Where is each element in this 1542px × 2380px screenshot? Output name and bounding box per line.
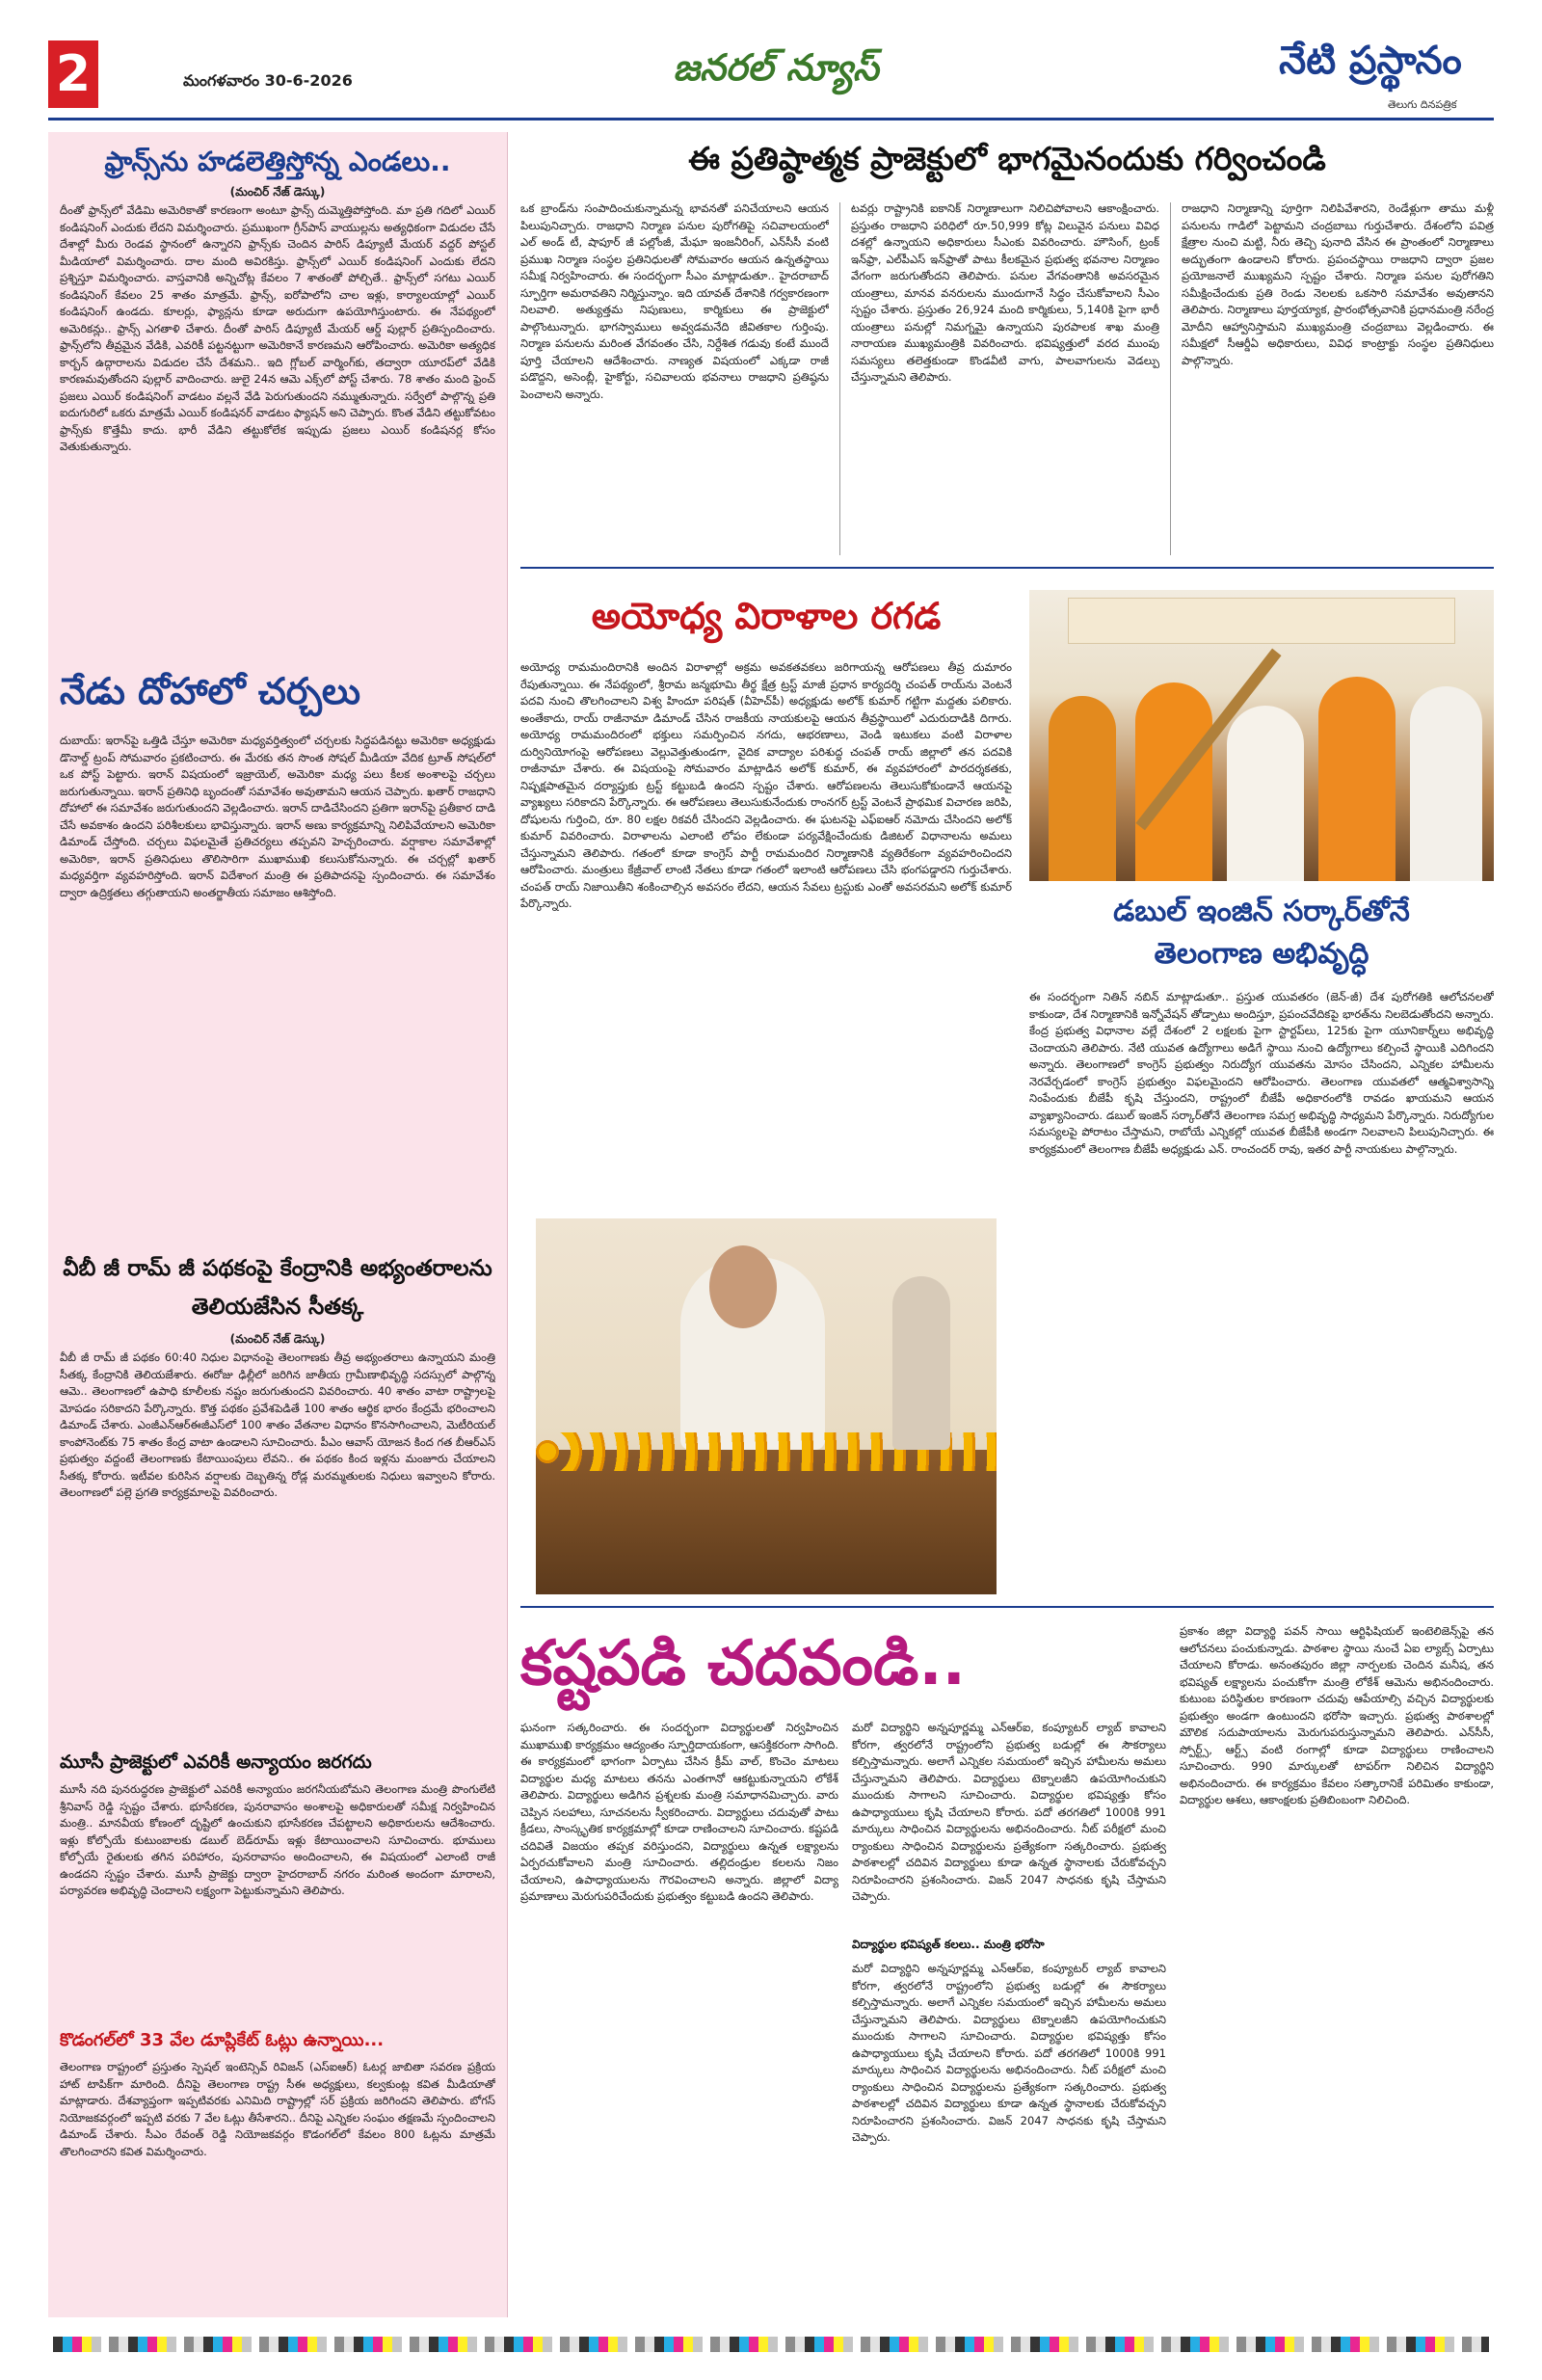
lead-column-2: టవర్లు రాష్ట్రానికి ఐకానిక్ నిర్మాణాలుగా నిలిచిపోవాలని ఆకాంక్షించారు. ప్రస్తుతం రాజధాని పరిధిలో రూ.50,999 కోట్ల విలువైన పనులు వివిధ దశల్లో ఉన్నాయని అధికారులు సీఎంకు వివరించారు. హౌసింగ్, ట్రంక్ ఇన్‌ఫ్రా, ఎల్‌పీఎస్ ఇన్‌ఫ్రాతో పాటు కీలకమైన ప్రభుత్వ భవనాల నిర్మాణం వేగంగా జరుగుతోందని తెలిపారు. పనుల వేగవంతానికి అవసరమైన యంత్రాలు, మానవ వనరులను ముందుగానే సిద్ధం చేసుకోవాలని సీఎం స్పష్టం చేశారు. ప్రస్తుతం 26,924 మంది కార్మికులు, 5,140కి పైగా భారీ యంత్రాలు పనుల్లో నిమగ్నమై ఉన్నాయని పురపాలక శాఖ మంత్రి నారాయణ ముఖ్యమంత్రికి వివరించారు. భవిష్యత్తులో వరద ముంపు సమస్యలు తలెత్తకుండా కొండవీటి వాగు, పాలవాగులను వెడల్పు చేస్తున్నామని తెలిపారు.: [851, 201, 1159, 384]
issue-date: మంగళవారం 30-6-2026: [183, 71, 353, 90]
article-body: ఘనంగా సత్కరించారు. ఈ సందర్భంగా విద్యార్థులతో నిర్వహించిన ముఖాముఖి కార్యక్రమం ఆద్యంతం స్ఫూర్తిదాయకంగా, ఆసక్తికరంగా సాగింది. ఈ కార్యక్రమంలో భాగంగా ఏర్పాటు చేసిన క్రీమ్ వాల్, కొంచెం మాటలు విద్యార్థుల మధ్య మాటలు తనను ఎంతగానో ఆకట్టుకున్నాయని లోకేశ్ తెలిపారు. విద్యార్థులు అడిగిన ప్రశ్నలకు మంత్రి సమాధానమిచ్చారు. వారు చెప్పిన సలహాలు, సూచనలను స్వీకరించారు. విద్యార్థులు చదువుతో పాటు క్రీడలు, సాంస్కృతిక కార్యక్రమాల్లో కూడా రాణించాలని సూచించారు. కష్టపడి చదివితే విజయం తప్పక వరిస్తుందని, విద్యార్థులు ఉన్నత లక్ష్యాలను ఏర్పరచుకోవాలని మంత్రి సూచించారు. తల్లిదండ్రుల కలలను నిజం చేయాలని, ఉపాధ్యాయులను గౌరవించాలని అన్నారు. జిల్లాలో విద్యా ప్రమాణాలు మెరుగుపరిచేందుకు ప్రభుత్వం కట్టుబడి ఉందని తెలిపారు.: [520, 1721, 838, 1903]
section-divider: [520, 567, 1494, 569]
lead-headline: ఈ ప్రతిష్ఠాత్మక ప్రాజెక్టులో భాగమైనందుకు గర్వించండి: [688, 140, 1326, 177]
rally-photo: [1029, 590, 1494, 881]
crowd-figure: [1049, 696, 1116, 881]
lead-column-3: రాజధాని నిర్మాణాన్ని పూర్తిగా నిలిపివేశారని, రెండేళ్లుగా తాము మళ్లీ పనులను గాడిలో పెట్టామని చంద్రబాబు గుర్తుచేశారు. దేశంలోని పవిత్ర క్షేత్రాల నుంచి మట్టి, నీరు తెచ్చి పునాది వేసిన ఈ ప్రాంతంలో నిర్మాణాలు అద్భుతంగా ఉండాలని కోరారు. ప్రపంచస్థాయి రాజధాని ద్వారా ప్రజల ప్రయోజనాలే ముఖ్యమని స్పష్టం చేశారు. నిర్మాణ పనుల పురోగతిని సమీక్షించేందుకు ప్రతి రెండు నెలలకు ఒకసారి సమావేశం అవుతానని తెలిపారు. నిర్మాణాలు పూర్తయ్యాక, ప్రారంభోత్సవానికి ప్రధానమంత్రి నరేంద్ర మోదీని ఆహ్వానిస్తామని ముఖ్యమంత్రి చంద్రబాబు వెల్లడించారు. ఈ సమీక్షలో సీఆర్డీఏ అధికారులు, వివిధ కాంట్రాక్టు సంస్థల ప్రతినిధులు పాల్గొన్నారు.: [1182, 201, 1494, 367]
article-body: మరో విద్యార్థిని అన్నపూర్ణమ్మ ఎన్ఆర్ఐ, కంప్యూటర్ ల్యాబ్ కావాలని కోరగా, త్వరలోనే రాష్ట్రంలోని ప్రభుత్వ బడుల్లో ఈ సౌకర్యాలు కల్పిస్తామన్నారు. అలాగే ఎన్నికల సమయంలో ఇచ్చిన హామీలను అమలు చేస్తున్నామని తెలిపారు. విద్యార్థులు టెక్నాలజీని ఉపయోగించుకుని ముందుకు సాగాలని సూచించారు. విద్యార్థుల భవిష్యత్తు కోసం ఉపాధ్యాయులు కృషి చేయాలని కోరారు. పదో తరగతిలో 1000కి 991 మార్కులు సాధించిన విద్యార్థులను అభినందించారు. నీట్ పరీక్షలో మంచి ర్యాంకులు సాధించిన విద్యార్థులను ప్రత్యేకంగా సత్కరించారు. ప్రభుత్వ పాఠశాలల్లో చదివిన విద్యార్థులు కూడా ఉన్నత స్థానాలకు చేరుకోవచ్చని నిరూపించారని ప్రశంసించారు. విజన్ 2047 సాధనకు కృషి చేస్తామని చెప్పారు.: [852, 1721, 1166, 1903]
article-title: కష్టపడి చదవండి..: [520, 1628, 966, 1699]
article-title: ఫ్రాన్స్‌ను హడలెత్తిస్తోన్న ఎండలు..: [104, 146, 451, 177]
crowd-figure: [1227, 706, 1304, 881]
podium: [536, 1450, 997, 1594]
article-body: మరో విద్యార్థిని అన్నపూర్ణమ్మ ఎన్ఆర్ఐ, కంప్యూటర్ ల్యాబ్ కావాలని కోరగా, త్వరలోనే రాష్ట్రంలోని ప్రభుత్వ బడుల్లో ఈ సౌకర్యాలు కల్పిస్తామన్నారు. అలాగే ఎన్నికల సమయంలో ఇచ్చిన హామీలను అమలు చేస్తున్నామని తెలిపారు. విద్యార్థులు టెక్నాలజీని ఉపయోగించుకుని ముందుకు సాగాలని సూచించారు. విద్యార్థుల భవిష్యత్తు కోసం ఉపాధ్యాయులు కృషి చేయాలని కోరారు. పదో తరగతిలో 1000కి 991 మార్కులు సాధించిన విద్యార్థులను అభినందించారు. నీట్ పరీక్షలో మంచి ర్యాంకులు సాధించిన విద్యార్థులను ప్రత్యేకంగా సత్కరించారు. ప్రభుత్వ పాఠశాలల్లో చదివిన విద్యార్థులు కూడా ఉన్నత స్థానాలకు చేరుకోవచ్చని నిరూపించారని ప్రశంసించారు. విజన్ 2047 సాధనకు కృషి చేస్తామని చెప్పారు.: [852, 1962, 1166, 2144]
lead-column-1: ఒక బ్రాండ్‌ను సంపాదించుకున్నామన్న భావనతో పనిచేయాలని ఆయన పిలుపునిచ్చారు. రాజధాని నిర్మాణ పనుల పురోగతిపై సచివాలయంలో ఎల్ అండ్ టీ, షాపూర్ జీ పల్లోంజీ, మేఘా ఇంజనీరింగ్, ఎన్‌సీసీ వంటి ప్రముఖ నిర్మాణ సంస్థల ప్రతినిధులతో సోమవారం ఆయన ఉన్నతస్థాయి సమీక్ష నిర్వహించారు. ఈ సందర్భంగా సీఎం మాట్లాడుతూ.. హైదరాబాద్ స్ఫూర్తిగా అమరావతిని నిర్మిస్తున్నాం. ఇది యావత్ దేశానికి గర్వకారణంగా నిలవాలి. అత్యుత్తమ నిపుణులు, కార్మికులు ఈ ప్రాజెక్టులో పాల్గొంటున్నారు. భాగస్వాములు అవ్వడమనేది జీవితకాల గుర్తింపు. నిర్మాణ పనులను మరింత వేగవంతం చేసి, నిర్దేశిత గడువు కంటే ముందే పూర్తి చేయాలని ఆదేశించారు. నాణ్యత విషయంలో ఎక్కడా రాజీ పడొద్దని, అసెంబ్లీ, హైకోర్టు, సచివాలయ భవనాలు రాజధాని ప్రతిష్ఠను పెంచాలని అన్నారు.: [520, 201, 829, 401]
article-body: మూసీ నది పునరుద్ధరణ ప్రాజెక్టులో ఎవరికీ అన్యాయం జరగనీయబోమని తెలంగాణ మంత్రి పొంగులేటి శ్రీనివాస్ రెడ్డి స్పష్టం చేశారు. భూసేకరణ, పునరావాసం అంశాలపై అధికారులతో సమీక్ష నిర్వహించిన మంత్రి.. మానవీయ కోణంలో దృష్టిలో ఉంచుకుని భూసేకరణ చేపట్టాలని అధికారులను ఆదేశించారు. ఇళ్లు కోల్పోయే కుటుంబాలకు డబుల్ బెడ్‌రూమ్ ఇళ్లు కేటాయించాలని సూచించారు. భూములు కోల్పోయే రైతులకు తగిన పరిహారం, పునరావాసం అందించాలని, ఈ విషయంలో ఎలాంటి రాజీ ఉండదని స్పష్టం చేశారు. మూసీ ప్రాజెక్టు ద్వారా హైదరాబాద్ నగరం మరింత అందంగా మారాలని, పర్యావరణ అభివృద్ధి చెందాలని లక్ష్యంగా పెట్టుకున్నామని తెలిపారు.: [60, 1782, 495, 1897]
article-byline: (మంచిర్ నేజ్ డెస్కు): [229, 185, 326, 199]
page-number: 2: [55, 45, 92, 103]
masthead-subtitle: తెలుగు దినపత్రిక: [1388, 98, 1457, 111]
masthead: నేటి ప్రస్థానం: [1279, 39, 1462, 83]
header-rule: [48, 118, 1494, 120]
article-title: నేడు దోహాలో చర్చలు: [60, 670, 360, 712]
article-title: వీబీ జీ రామ్ జీ పథకంపై కేంద్రానికి అభ్యంతరాలను తెలియజేసిన సీతక్క: [63, 1256, 492, 1320]
article-byline: (మంచిర్ నేజ్ డెస్కు): [229, 1332, 326, 1346]
article-body: ప్రకాశం జిల్లా విద్యార్థి పవన్ సాయి ఆర్టిఫిషియల్ ఇంటెలిజెన్స్‌పై తన ఆలోచనలు పంచుకున్నాడు. పాఠశాల స్థాయి నుంచే ఏఐ ల్యాబ్స్ ఏర్పాటు చేయాలని కోరాడు. అనంతపురం జిల్లా నార్పలకు చెందిన మనీష, తన భవిష్యత్ లక్ష్యాలను పంచుకోగా మంత్రి లోకేశ్ ఆమెను అభినందించారు. కుటుంబ పరిస్థితుల కారణంగా చదువు ఆపేయాల్సి వచ్చిన విద్యార్థులకు ప్రభుత్వం అండగా ఉంటుందని భరోసా ఇచ్చారు. ప్రభుత్వ పాఠశాలల్లో మౌలిక సదుపాయాలను మెరుగుపరుస్తున్నామని తెలిపారు. ఎన్‌సీసీ, స్పోర్ట్స్, ఆర్ట్స్ వంటి రంగాల్లో కూడా విద్యార్థులు రాణించాలని సూచించారు. 990 మార్కులతో టాపర్‌గా నిలిచిన విద్యార్థిని అభినందించారు. ఈ కార్యక్రమం కేవలం సత్కారానికే పరిమితం కాకుండా, విద్యార్థుల ఆశలు, ఆకాంక్షలకు ప్రతిబింబంగా నిలిచింది.: [1180, 1624, 1494, 1806]
article-title: మూసీ ప్రాజెక్టులో ఎవరికీ అన్యాయం జరగదు: [60, 1752, 372, 1773]
article-title: కొడంగల్‌లో 33 వేల డూప్లికేట్ ఓట్లు ఉన్నాయి...: [60, 2030, 385, 2050]
article-body: వీబీ జీ రామ్ జీ పథకం 60:40 నిధుల విధానంపై తెలంగాణకు తీవ్ర అభ్యంతరాలు ఉన్నాయని మంత్రి సీతక్క కేంద్రానికి తెలియజేశారు. ఈరోజు ఢిల్లీలో జరిగిన జాతీయ గ్రామీణాభివృద్ధి సదస్సులో పాల్గొన్న ఆమె.. తెలంగాణలో ఉపాధి కూలీలకు నష్టం జరుగుతుందని వివరించారు. 40 శాతం వాటా రాష్ట్రాలపై మోపడం సరికాదని పేర్కొన్నారు. కొత్త పథకం ప్రవేశపెడితే 100 శాతం ఆర్థిక భారం కేంద్రమే భరించాలని డిమాండ్ చేశారు. ఎంజీఎన్ఆర్ఈజీఎస్‌లో 100 శాతం వేతనాల విధానం కొనసాగించాలని, మెటీరియల్ కాంపోనెంట్‌కు 75 శాతం కేంద్ర వాటా ఉండాలని సూచించారు. పీఎం ఆవాస్ యోజన కింద గత బీఆర్ఎస్ ప్రభుత్వం వద్దంటే తెలంగాణకు కేటాయింపులు లేవని.. ఈ పథకం కింద ఇళ్లను మంజూరు చేయాలని సీతక్క కోరారు. ఇటీవల కురిసిన వర్షాలకు దెబ్బతిన్న రోడ్ల మరమ్మతులకు నిధులు ఇవ్వాలని కోరారు. తెలంగాణలో పల్లె ప్రగతి కార్యక్రమాలపై వివరించారు.: [60, 1350, 495, 1499]
print-color-strip: [53, 2337, 1489, 2352]
article-title: డబుల్ ఇంజిన్ సర్కార్‌తోనే: [1113, 895, 1410, 928]
bystander-figure: [892, 1276, 950, 1450]
article-body: అయోధ్య రామమందిరానికి అందిన విరాళాల్లో అక్రమ అవకతవకలు జరిగాయన్న ఆరోపణలు తీవ్ర దుమారం రేపుతున్నాయి. ఈ నేపథ్యంలో, శ్రీరామ జన్మభూమి తీర్థ క్షేత్ర ట్రస్ట్ మాజీ ప్రధాన కార్యదర్శి చంపత్ రాయ్‌ను వెంటనే పదవి నుంచి తొలగించాలని విశ్వ హిందూ పరిషత్ (వీహెచ్‌పీ) అధ్యక్షుడు అలోక్ కుమార్ గట్టిగా మద్దతు పలికారు. అంతేకాదు, రాయ్ రాజీనామా డిమాండ్ చేసిన రాజకీయ నాయకులపై ఆయన తీవ్రస్థాయిలో ఎదురుదాడికి దిగారు. అయోధ్య రామమందిరంలో భక్తులు సమర్పించిన నగదు, ఆభరణాలు, వెండి ఇటుకలు వంటి విరాళాల దుర్వినియోగంపై ఆరోపణలు వెల్లువెత్తుతుండగా, వైదిక వాద్యాల పరిశుద్ధ చంపత్ రాయ్ జిల్లాలో తన పదవికి రాజీనామా చేశారు. ఈ విషయంపై సోమవారం మాట్లాడిన అలోక్ కుమార్, ఈ వ్యవహారంలో పారదర్శకతకు, నిష్పక్షపాతమైన దర్యాప్తుకు ట్రస్ట్ కట్టుబడి ఉందని స్పష్టం చేశారు. ఆరోపణలను తెలుసుకోకుండానే ఆయనపై వ్యాఖ్యలు సరికాదని పేర్కొన్నారు. ఈ ఆరోపణలు తెలుసుకునేందుకు రాంనగర్ ట్రస్ట్ వెంటనే ప్రాథమిక విచారణ జరిపి, దోషులను గుర్తించి, రూ. 80 లక్షల రికవరీ చేసిందని వెల్లడించారు. ఈ ఘటనపై ఎఫ్ఐఆర్ నమోదు చేసిందని అలోక్ కుమార్ వివరించారు. విరాళాలను ఎలాంటి లోపం లేకుండా పర్యవేక్షించేందుకు డిజిటల్ విధానాలను అమలు చేస్తున్నామని తెలిపారు. గతంలో కూడా కాంగ్రెస్ పార్టీ రామమందిర నిర్మాణానికి వ్యతిరేకంగా వ్యవహరించిందని ఆరోపించారు. మంత్రులు కేజ్రీవాల్ లాంటి నేతలు కూడా గతంలో ఇలాంటి ఆరోపణలు చేసి భంగపడ్డారని గుర్తుచేశారు. చంపత్ రాయ్ నిజాయితీని శంకించాల్సిన అవసరం లేదని, ఆయన సేవలు ట్రస్టుకు ఎంతో అవసరమని అలోక్ కుమార్ పేర్కొన్నారు.: [520, 660, 1012, 910]
crowd-figure: [1410, 686, 1482, 881]
banner: [1068, 598, 1455, 644]
column-divider: [839, 202, 840, 555]
section-title: జనరల్ న్యూస్: [673, 46, 879, 89]
speaker-head: [709, 1245, 777, 1328]
article-body: దీంతో ఫ్రాన్స్‌లో వేడిమి అమెరికాతో కారణంగా అంటూ ఫ్రాన్స్ దుమ్మెత్తిపోస్తోంది. మా ప్రతి గదిలో ఎయిర్ కండిషనింగ్ ఎందుకు లేదని విమర్శించారు. ప్రముఖంగా గ్రీన్‌పాస్ వాయుల్లను అత్యధికంగా విడుదల చేసే దేశాల్లో మీరు రెండవ స్థానంలో ఉన్నారని ఫ్రాన్స్‌కు చెందిన పారిస్ డిప్యూటీ మేయర్ వద్దర్ పోస్టల్ మీడియాలో విమర్శించారు. దాల మంది అవిరకిస్తు. ఫ్రాన్స్‌లో ఎయిర్ కండిషనింగ్ ఎందుకు లేదని ప్రశ్నిస్తూ విమర్శించారు. వాస్తవానికి అన్నిచోట్ల కేవలం 7 శాతంతో పోల్చితే.. ఫ్రాన్స్‌లో సగటు ఎయిర్ కండిషనింగ్ కేవలం 25 శాతం మాత్రమే. ఫ్రాన్స్, ఐరోపాలోని చాల ఇళ్లు, కార్యాలయాల్లో ఎయిర్ కండిషనింగ్ ఉండదు. కూలర్లు, ఫ్యాన్లను కూడా అరుదుగా ఉపయోగిస్తుంటారు. ఈ నేపథ్యంలో అమెరికన్లు.. ఫ్రాన్స్ ఎగతాళి చేశారు. దీంతో పారిస్ డిప్యూటీ మేయర్ ఆర్డ్ పుల్లార్ ప్రతిస్పందించారు. ఫ్రాన్స్‌లోని తీవ్రమైన వేడికి, ఎవరికీ పట్టనట్టుగా అమెరికానే కారణమని ఆరోపించారు. అమెరికా అత్యధిక కార్బన్ ఉద్గారాలను విడుదల చేసే దేశమని.. ఇది గ్లోబల్ వార్మింగ్‌కు, తద్వారా యూరప్‌లో వేడికి కారణమవుతోందని పుల్లార్ వాదించారు. జులై 24న ఆమె ఎక్స్‌లో పోస్ట్ చేశారు. 78 శాతం మంది ఫ్రెంచ్ ప్రజలు ఎయిర్ కండిషనింగ్ వాడటం వల్లనే వేడి పెరుగుతుందని నమ్ముతున్నారు. సర్వేలో పాల్గొన్న ప్రతి ఐదుగురిలో ఒకరు మాత్రమే ఎయిర్ కండిషనర్ వాడటం ఫ్యాషన్ అని చెప్పారు. కొంత వేడిని తట్టుకోవటం ఫ్రాన్స్‌కు కొత్తేమీ కాదు. భారీ వేడిని తట్టుకోలేక ఇప్పుడు ప్రజలు ఎయిర్ కండిషనర్ల కోసం వెతుకుతున్నారు.: [60, 203, 495, 453]
speaker-photo: [536, 1218, 997, 1594]
crowd-figure: [1318, 677, 1396, 881]
column-divider: [1170, 202, 1171, 555]
page-number-badge: [48, 40, 98, 108]
article-title: అయోధ్య విరాళాల రగడ: [591, 595, 942, 637]
article-subheading: విద్యార్థుల భవిష్యత్ కలలు.. మంత్రి భరోసా: [852, 1938, 1045, 1951]
article-body: ఈ సందర్భంగా నితిన్ నబిన్ మాట్లాడుతూ.. ప్రస్తుత యువతరం (జెన్-జీ) దేశ పురోగతికి ఆలోచనలతో కాకుండా, దేశ నిర్మాణానికి ఇన్నోవేషన్ తోడ్పాటు అందిస్తూ, ప్రపంచవేదికపై భారత్‌ను నిలబెడుతోందని అన్నారు. కేంద్ర ప్రభుత్వ విధానాల వల్లే దేశంలో 2 లక్షలకు పైగా స్టార్టప్‌లు, 125కు పైగా యూనికార్న్‌లు అభివృద్ధి చెందాయని తెలిపారు. నేటి యువత ఉద్యోగాలు అడిగే స్థాయి నుంచి ఉద్యోగాలు కల్పించే స్థాయికి ఎదిగిందని అన్నారు. తెలంగాణలో కాంగ్రెస్ ప్రభుత్వం నిరుద్యోగ యువతను మోసం చేసిందని, ఎన్నికల హామీలను నెరవేర్చడంలో కాంగ్రెస్ ప్రభుత్వం విఫలమైందని ఆరోపించారు. తెలంగాణ యువతలో ఆత్మవిశ్వాసాన్ని నింపేందుకు బీజేపీ కృషి చేస్తుందని, రాష్ట్రంలో బీజేపీ అధికారంలోకి రావడం ఖాయమని ఆయన వ్యాఖ్యానించారు. డబుల్ ఇంజిన్ సర్కార్‌తోనే తెలంగాణ సమగ్ర అభివృద్ధి సాధ్యమని పేర్కొన్నారు. నిరుద్యోగుల సమస్యలపై పోరాటం చేస్తామని, రాబోయే ఎన్నికల్లో యువత బీజేపీకి అండగా నిలవాలని పిలుపునిచ్చారు. ఈ కార్యక్రమంలో తెలంగాణ బీజేపీ అధ్యక్షుడు ఎన్. రాంచందర్ రావు, ఇతర పార్టీ నాయకులు పాల్గొన్నారు.: [1029, 990, 1494, 1156]
article-body: తెలంగాణ రాష్ట్రంలో ప్రస్తుతం స్పెషల్ ఇంటెన్సివ్ రివిజన్ (ఎస్ఐఆర్) ఓటర్ల జాబితా సవరణ ప్రక్రియ హాట్ టాపిక్‌గా మారింది. దీనిపై తెలంగాణ రాష్ట్ర సీఈ అధ్యక్షులు, కల్వకుంట్ల కవిత మీడియాతో మాట్లాడారు. దేశవ్యాప్తంగా ఇప్పటివరకు ఎనిమిది రాష్ట్రాల్లో సర్ ప్రక్రియ జరిగిందని తెలిపారు. బోగస్ నియోజకవర్గంలో ఇప్పటి వరకు 7 వేల ఓట్లు తీసేశారని.. దీనిపై ఎన్నికల సంఘం తక్షణమే స్పందించాలని డిమాండ్ చేశారు. సీఎం రేవంత్ రెడ్డి నియోజకవర్గం కొడంగల్‌లో కేవలం 800 ఓట్లను మాత్రమే తొలగించారని కవిత విమర్శించారు.: [60, 2060, 495, 2158]
article-body: దుబాయ్: ఇరాన్‌పై ఒత్తిడి చేస్తూ అమెరికా మధ్యవర్తిత్వంలో చర్చలకు సిద్ధపడినట్టు అమెరికా అధ్యక్షుడు డొనాల్డ్ ట్రంప్ సోమవారం ప్రకటించారు. ఈ మేరకు తన సొంత సోషల్ మీడియా వేదిక ట్రూత్ సోషల్‌లో ఒక పోస్ట్ పెట్టారు. ఇరాన్ విషయంలో ఇజ్రాయెల్, అమెరికా మధ్య పలు కీలక అంశాలపై చర్చలు జరుగుతున్నాయి. ఇరాన్ ప్రతినిధి బృందంతో సమావేశం అవుతామని ఆయన చెప్పారు. ఖతార్ రాజధాని దోహాలో ఈ సమావేశం జరుగుతుందని వెల్లడించారు. ఇరాన్ దాడిచేసిందని ప్రతిగా ఇరాన్‌పై ప్రతీకార దాడి చేసే అవకాశం ఉందని పరిశీలకులు భావిస్తున్నారు. ఇరాన్ అణు కార్యక్రమాన్ని నిలిపివేయాలని అమెరికా డిమాండ్ చేస్తోంది. చర్చలు విఫలమైతే ప్రతిచర్యలు తప్పవని హెచ్చరించారు. వర్షాకాల సమావేశాల్లో అమెరికా, ఇరాన్ ప్రతినిధులు తొలిసారిగా ముఖాముఖి కలుసుకోనున్నారు. ఈ చర్చల్లో ఖతార్ మధ్యవర్తిగా వ్యవహరిస్తోంది. ఇరాన్ విదేశాంగ మంత్రి ఈ ప్రతిపాదనపై స్పందించారు. ఈ సమావేశం ద్వారా ఉద్రిక్తతలు తగ్గుతాయని అంతర్జాతీయ సమాజం ఆశిస్తోంది.: [60, 734, 495, 899]
article-title: తెలంగాణ అభివృద్ధి: [1154, 937, 1369, 971]
section-divider: [520, 1606, 1494, 1608]
